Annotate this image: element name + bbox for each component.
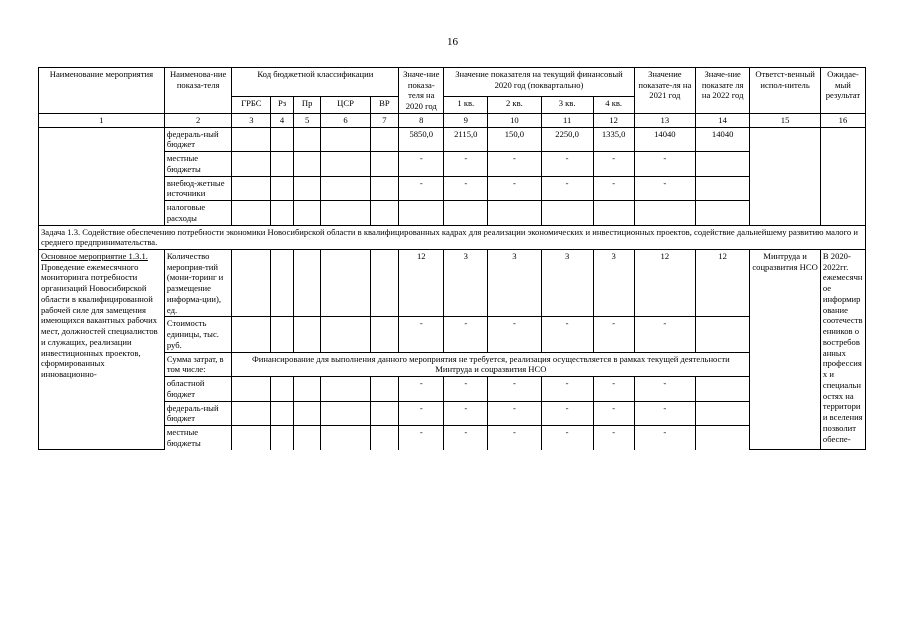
indicator-label: Стоимость единицы, тыс. руб. <box>164 317 232 352</box>
value-2020: 12 <box>399 250 444 317</box>
task-heading: Задача 1.3. Содействие обеспечению потребности экономики Новосибирской области в квалифицированных кадрах для реализации экономических и инвестиционных проектов, содействие дальнейшему развитию малого и среднего предпринимательства. <box>39 225 866 249</box>
value-q3: - <box>541 176 593 200</box>
col-number: 16 <box>820 113 865 127</box>
value-q1: - <box>444 426 488 450</box>
value-q3: - <box>541 426 593 450</box>
value-q2: - <box>488 152 541 176</box>
value-q2: 150,0 <box>488 127 541 151</box>
col-number: 10 <box>488 113 541 127</box>
value-2022: 14040 <box>696 127 750 151</box>
value-2020: - <box>399 377 444 401</box>
header-event-name: Наименование мероприятия <box>39 68 165 114</box>
value-q2 <box>488 201 541 225</box>
financing-note: Финансирование для выполнения данного мероприятия не требуется, реализация осуществляется в рамках текущей деятельности Минтруда и соцразвития НСО <box>232 352 750 376</box>
value-2021: - <box>634 317 695 352</box>
indicator-label: налоговые расходы <box>164 201 232 225</box>
value-2022 <box>696 201 750 225</box>
value-2021: - <box>634 176 695 200</box>
value-2021: 12 <box>634 250 695 317</box>
value-q3: - <box>541 317 593 352</box>
value-q2: - <box>488 317 541 352</box>
indicator-label: местные бюджеты <box>164 426 232 450</box>
value-2021: - <box>634 377 695 401</box>
col-number: 3 <box>232 113 271 127</box>
event-description: Проведение ежемесячного мониторинга потребности организаций Новосибирской области в квалифицированной рабочей силе для замещения имеющихся вакантных рабочих мест, должностей специалистов и служащих, реализации инвестиционных проектов, сформированных инновационно- <box>41 261 158 380</box>
header-current-value: Значение показателя на текущий финансовый 2020 год (поквартально) <box>444 68 634 97</box>
indicator-label: местные бюджеты <box>164 152 232 176</box>
header-value-2022: Значе-ние показате ля на 2022 год <box>696 68 750 114</box>
value-2021: - <box>634 426 695 450</box>
value-2020: - <box>399 426 444 450</box>
value-q4: - <box>593 426 634 450</box>
value-q1: - <box>444 401 488 425</box>
value-2021 <box>634 201 695 225</box>
value-2021: - <box>634 152 695 176</box>
indicator-label: Сумма затрат, в том числе: <box>164 352 232 376</box>
header-pr: Пр <box>293 97 321 114</box>
col-number: 5 <box>293 113 321 127</box>
indicator-label: внебюд-жетные источники <box>164 176 232 200</box>
header-responsible: Ответст-венный испол-нитель <box>750 68 821 114</box>
indicator-label: Количество мероприя-тий (мони-торинг и размещение информа-ции), ед. <box>164 250 232 317</box>
value-q2: 3 <box>488 250 541 317</box>
value-q3: 3 <box>541 250 593 317</box>
value-q4: 1335,0 <box>593 127 634 151</box>
col-number: 4 <box>271 113 294 127</box>
value-q3: - <box>541 152 593 176</box>
indicator-label: федераль-ный бюджет <box>164 127 232 151</box>
header-vr: ВР <box>370 97 399 114</box>
header-q2: 2 кв. <box>488 97 541 114</box>
header-csr: ЦСР <box>321 97 370 114</box>
value-2021: - <box>634 401 695 425</box>
value-q2: - <box>488 377 541 401</box>
header-rz: Рз <box>271 97 294 114</box>
value-q1 <box>444 201 488 225</box>
col-number: 13 <box>634 113 695 127</box>
value-q3: - <box>541 401 593 425</box>
task-row <box>39 225 866 249</box>
value-q4 <box>593 201 634 225</box>
header-value-2020: Значе-ние показа-теля на 2020 год <box>399 68 444 114</box>
col-number: 6 <box>321 113 370 127</box>
value-q4: - <box>593 317 634 352</box>
value-q1: 2115,0 <box>444 127 488 151</box>
value-2020 <box>399 201 444 225</box>
value-q4: - <box>593 377 634 401</box>
value-q4: - <box>593 401 634 425</box>
page-number: 16 <box>447 36 458 48</box>
header-q1: 1 кв. <box>444 97 488 114</box>
value-2022: 12 <box>696 250 750 317</box>
column-number-row <box>39 113 866 127</box>
indicator-label: областной бюджет <box>164 377 232 401</box>
header-indicator-name: Наименова-ние показа-теля <box>164 68 232 114</box>
header-value-2021: Значение показате-ля на 2021 год <box>634 68 695 114</box>
table-row <box>39 250 866 317</box>
col-number: 12 <box>593 113 634 127</box>
responsible-cell: Минтруда и соцразвития НСО <box>750 250 821 450</box>
event-cell <box>39 250 165 450</box>
result-cell-continued <box>820 127 865 225</box>
value-q4: 3 <box>593 250 634 317</box>
header-grbs: ГРБС <box>232 97 271 114</box>
header-budget-code: Код бюджетной классификации <box>232 68 399 97</box>
value-2020: - <box>399 152 444 176</box>
table-row <box>39 127 866 151</box>
value-q2: - <box>488 401 541 425</box>
value-q1: - <box>444 152 488 176</box>
event-cell-continued <box>39 127 165 225</box>
col-number: 11 <box>541 113 593 127</box>
event-title: Основное мероприятие 1.3.1. <box>41 251 148 262</box>
header-q4: 4 кв. <box>593 97 634 114</box>
header-q3: 3 кв. <box>541 97 593 114</box>
value-q1: - <box>444 317 488 352</box>
value-q3: - <box>541 377 593 401</box>
program-table <box>38 67 866 450</box>
responsible-cell-continued <box>750 127 821 225</box>
value-q2: - <box>488 426 541 450</box>
value-2020: 5850,0 <box>399 127 444 151</box>
value-2022 <box>696 152 750 176</box>
value-q3 <box>541 201 593 225</box>
value-2022 <box>696 176 750 200</box>
value-2021: 14040 <box>634 127 695 151</box>
value-q4: - <box>593 152 634 176</box>
value-2020: - <box>399 176 444 200</box>
value-2020: - <box>399 317 444 352</box>
col-number: 1 <box>39 113 165 127</box>
value-2020: - <box>399 401 444 425</box>
value-q2: - <box>488 176 541 200</box>
col-number: 7 <box>370 113 399 127</box>
expected-result-cell: В 2020-2022гг. ежемесячное информирование соотечественников о востребованных профессиях и специальностях на территории вселения позволит обеспе- <box>820 250 865 450</box>
indicator-label: федераль-ный бюджет <box>164 401 232 425</box>
header-expected-result: Ожидае-мый результат <box>820 68 865 114</box>
value-q1: - <box>444 377 488 401</box>
col-number: 2 <box>164 113 232 127</box>
col-number: 8 <box>399 113 444 127</box>
col-number: 15 <box>750 113 821 127</box>
value-q1: 3 <box>444 250 488 317</box>
value-q1: - <box>444 176 488 200</box>
header-row-1 <box>39 68 866 97</box>
value-q3: 2250,0 <box>541 127 593 151</box>
col-number: 14 <box>696 113 750 127</box>
col-number: 9 <box>444 113 488 127</box>
value-q4: - <box>593 176 634 200</box>
